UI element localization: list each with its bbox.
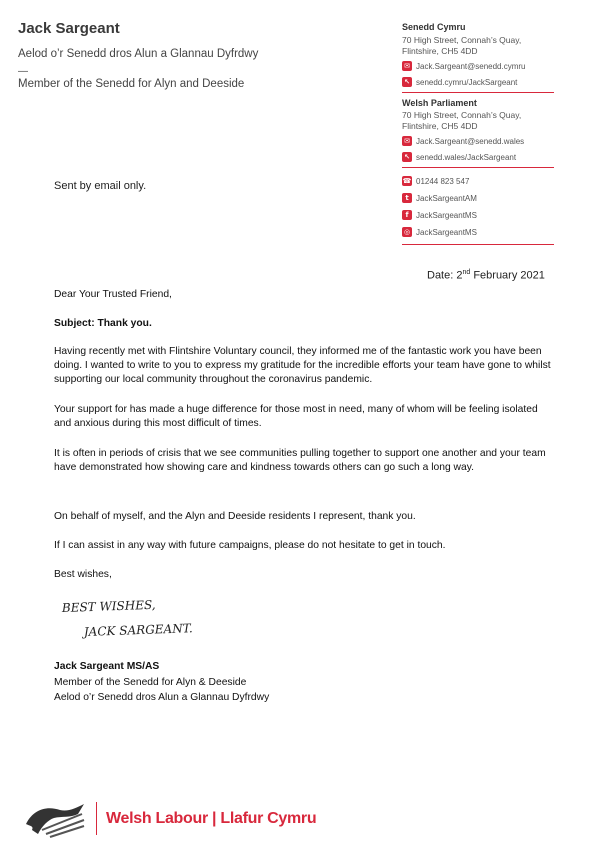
date-suffix: nd <box>462 269 471 276</box>
sender-title-english: Member of the Senedd for Alyn and Deeside <box>18 78 245 90</box>
divider <box>402 167 554 168</box>
senedd-email-text: Jack.Sargeant@senedd.cymru <box>416 61 526 71</box>
paragraph-5: If I can assist in any way with future campaigns, please do not hesitate to get in touch. <box>54 540 446 551</box>
senedd-heading: Senedd Cymru <box>402 22 466 32</box>
sender-title-welsh: Aelod o’r Senedd dros Alun a Glannau Dyfrdwy <box>18 48 259 60</box>
parliament-email[interactable] <box>402 136 554 146</box>
signatory-role-welsh: Aelod o’r Senedd dros Alun a Glannau Dyfrdwy <box>54 692 270 703</box>
senedd-web[interactable] <box>402 77 554 87</box>
handwritten-line-1: BEST WISHES, <box>61 597 156 615</box>
phone[interactable] <box>402 176 554 186</box>
twitter-text: JackSargeantAM <box>416 193 477 203</box>
paragraph-1: Having recently met with Flintshire Voluntary council, they informed me of the fantastic work you have been doing. I wanted to write to you to express my gratitude for the incredible efforts your team have gone to whilst supporting our local community throughout the coronavirus pandemic. <box>54 346 551 385</box>
signatory-role-english: Member of the Senedd for Alyn & Deeside <box>54 677 247 688</box>
phone-icon: ☎ <box>402 177 412 185</box>
facebook[interactable] <box>402 210 554 220</box>
twitter[interactable] <box>402 193 554 203</box>
date-rest: February 2021 <box>470 269 545 282</box>
party-logo-text: Welsh Labour | Llafur Cymru <box>106 810 317 827</box>
senedd-address-2: Flintshire, CH5 4DD <box>402 46 478 56</box>
title-separator: — <box>18 66 28 77</box>
date-label: Date: 2 <box>427 269 463 282</box>
parliament-web-text: senedd.wales/JackSargeant <box>416 152 517 162</box>
parliament-address-1: 70 High Street, Connah’s Quay, <box>402 110 522 120</box>
divider <box>402 244 554 245</box>
footer-divider <box>96 802 97 835</box>
parliament-web[interactable] <box>402 152 554 162</box>
paragraph-4: On behalf of myself, and the Alyn and Deeside residents I represent, thank you. <box>54 511 416 522</box>
divider <box>402 92 554 93</box>
facebook-icon: f <box>402 210 412 220</box>
email-icon: ✉ <box>402 61 412 71</box>
twitter-icon: t <box>402 193 412 203</box>
paragraph-3: It is often in periods of crisis that we see communities pulling together to support one another and your team have demonstrated how showing care and kindness towards others can go such a long way. <box>54 448 546 473</box>
handwritten-line-2: JACK SARGEANT. <box>83 621 193 639</box>
facebook-text: JackSargeantMS <box>416 210 477 220</box>
handwritten-signature <box>60 596 210 651</box>
instagram[interactable] <box>402 227 554 237</box>
parliament-email-text: Jack.Sargeant@senedd.wales <box>416 136 525 146</box>
paragraph-2: Your support for has made a huge difference for those most in need, many of whom will be feeling isolated and anxious during this most difficult of times. <box>54 404 538 429</box>
cursor-icon: ↖ <box>402 152 412 162</box>
parliament-address-2: Flintshire, CH5 4DD <box>402 121 478 131</box>
dragon-logo-icon <box>22 800 88 840</box>
instagram-text: JackSargeantMS <box>416 227 477 237</box>
closing: Best wishes, <box>54 569 112 580</box>
contact-block <box>402 22 554 245</box>
senedd-address-1: 70 High Street, Connah’s Quay, <box>402 35 522 45</box>
letter-date <box>427 269 545 282</box>
cursor-icon: ↖ <box>402 77 412 87</box>
phone-text: 01244 823 547 <box>416 176 470 186</box>
instagram-icon: ◎ <box>403 228 411 236</box>
senedd-email[interactable] <box>402 61 554 71</box>
senedd-web-text: senedd.cymru/JackSargeant <box>416 77 518 87</box>
subject-line: Subject: Thank you. <box>54 318 152 329</box>
signatory-name: Jack Sargeant MS/AS <box>54 661 160 672</box>
email-icon: ✉ <box>402 136 412 146</box>
sent-note: Sent by email only. <box>54 180 147 192</box>
salutation: Dear Your Trusted Friend, <box>54 289 172 300</box>
sender-name: Jack Sargeant <box>18 20 120 37</box>
parliament-heading: Welsh Parliament <box>402 98 477 108</box>
